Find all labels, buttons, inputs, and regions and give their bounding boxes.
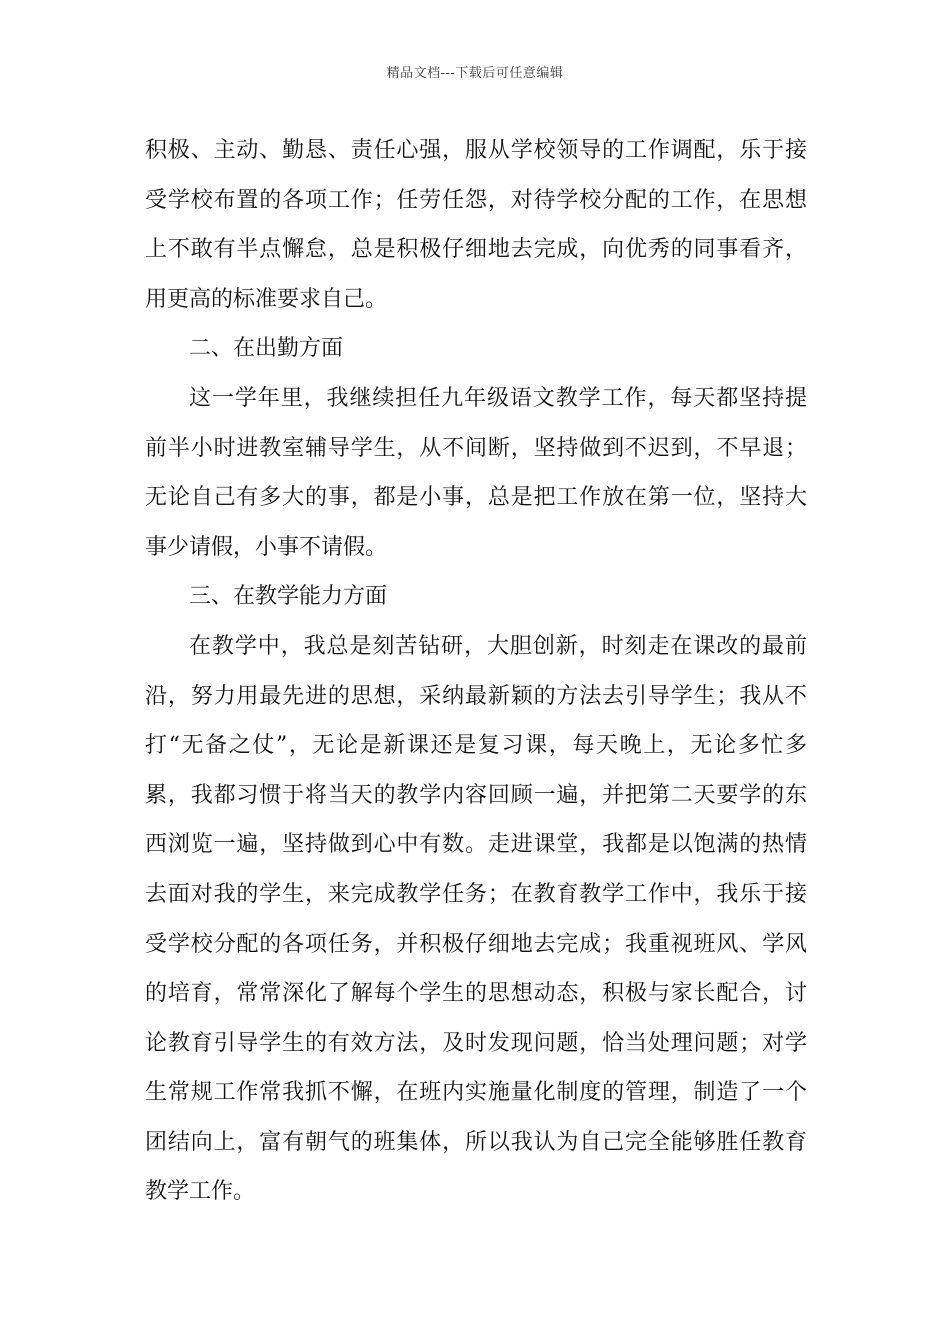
text-line: 受学校布置的各项工作；任劳任怨，对待学校分配的工作，在思想 [145, 187, 807, 213]
page-header: 精品文档---下载后可任意编辑 [386, 66, 564, 81]
text-line: 受学校分配的各项任务，并积极仔细地去完成；我重视班风、学风 [145, 931, 807, 957]
text-line: 西浏览一遍，坚持做到心中有数。走进课堂，我都是以饱满的热情 [145, 832, 807, 858]
text-line: 无论自己有多大的事，都是小事，总是把工作放在第一位，坚持大 [145, 485, 807, 511]
text-line: 在教学中，我总是刻苦钻研，大胆创新，时刻走在课改的最前 [189, 633, 807, 659]
text-line: 打“无备之仗”，无论是新课还是复习课，每天晚上，无论多忙多 [145, 733, 807, 759]
text-line: 生常规工作常我抓不懈，在班内实施量化制度的管理，制造了一个 [145, 1080, 807, 1106]
text-line: 去面对我的学生，来完成教学任务；在教育教学工作中，我乐于接 [145, 881, 807, 907]
text-line: 前半小时进教室辅导学生，从不间断，坚持做到不迟到，不早退； [145, 435, 807, 461]
text-line: 积极、主动、勤恳、责任心强，服从学校领导的工作调配，乐于接 [145, 138, 807, 163]
text-line: 事少请假，小事不请假。 [145, 534, 388, 560]
text-line: 用更高的标准要求自己。 [145, 286, 388, 312]
text-line: 沿，努力用最先进的思想，采纳最新颖的方法去引导学生；我从不 [145, 683, 807, 709]
text-line: 二、在出勤方面 [189, 336, 344, 362]
document-body [145, 126, 807, 1217]
text-line: 累，我都习惯于将当天的教学内容回顾一遍，并把第二天要学的东 [145, 782, 807, 808]
text-line: 上不敢有半点懈怠，总是积极仔细地去完成，向优秀的同事看齐， [145, 237, 807, 263]
text-line: 三、在教学能力方面 [189, 584, 388, 610]
text-line: 这一学年里，我继续担任九年级语文教学工作，每天都坚持提 [189, 385, 807, 411]
text-line: 教学工作。 [145, 1179, 256, 1205]
text-line: 论教育引导学生的有效方法，及时发现问题，恰当处理问题；对学 [145, 1030, 807, 1056]
text-line: 团结向上，富有朝气的班集体，所以我认为自己完全能够胜任教育 [145, 1129, 807, 1155]
text-line: 的培育，常常深化了解每个学生的思想动态，积极与家长配合，讨 [145, 981, 807, 1007]
